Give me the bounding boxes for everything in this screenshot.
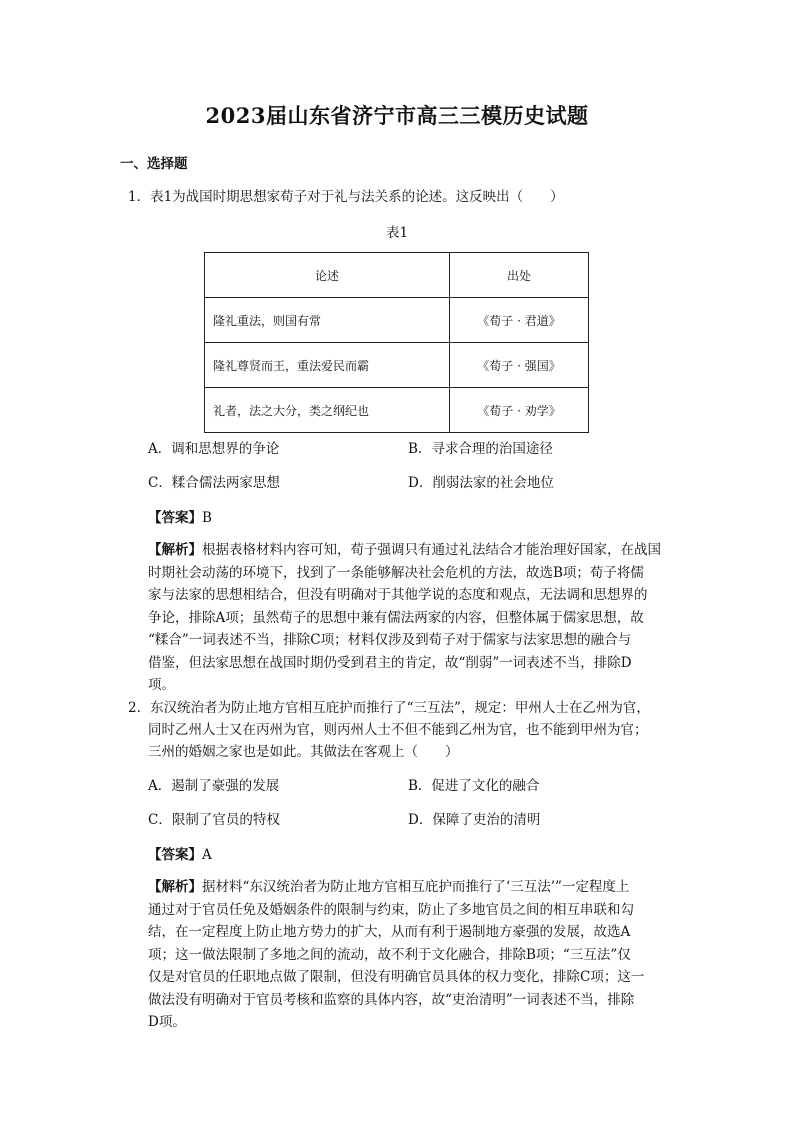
option-letter: D． — [408, 475, 433, 491]
option-text: 调和思想界的争论 — [171, 441, 280, 457]
answer-value: B — [202, 510, 212, 526]
explanation-line: 争论，排除A项；虽然荀子的思想中兼有儒法两家的内容，但整体属于儒家思想，故 — [148, 609, 644, 626]
answer-label: 【答案】 — [148, 847, 202, 863]
q2-option-d — [408, 808, 540, 828]
q2-option-c — [148, 808, 280, 828]
table-row — [205, 343, 589, 388]
explanation-line: D项。 — [148, 1014, 186, 1030]
explanation-text: 据材料“东汉统治者为防止地方官相互庇护而推行了‘三互法’”一定程度上 — [202, 879, 630, 895]
stem-line: 2．东汉统治者为防止地方官相互庇护而推行了“三互法”，规定：甲州人士在乙州为官， — [128, 700, 650, 716]
page-title: 2023届山东省济宁市高三三模历史试题 — [205, 103, 589, 128]
explanation-line: 家与法家的思想相结合，但没有明确对于其他学说的态度和观点，无法调和思想界的 — [148, 587, 648, 603]
q2-option-b — [408, 774, 539, 794]
explanation-line — [148, 876, 668, 899]
section-heading: 一、选择题 — [120, 156, 188, 172]
option-letter: C． — [148, 812, 172, 828]
answer-label: 【答案】 — [148, 510, 202, 526]
question-1-stem: 1．表1为战国时期思想家荀子对于礼与法关系的论述。这反映出（ ） — [128, 189, 564, 205]
table-header-source: 出处 — [450, 253, 589, 298]
option-text: 限制了官员的特权 — [171, 812, 280, 828]
option-letter: B． — [408, 778, 432, 794]
explanation-line: 结，在一定程度上防止地方势力的扩大，从而有利于遏制地方豪强的发展，故选A — [148, 924, 631, 940]
question-2-stem — [128, 697, 688, 763]
table-cell-statement: 礼者，法之大分，类之纲纪也 — [205, 388, 450, 433]
table-cell-source: 《荀子 · 强国》 — [450, 343, 589, 388]
q1-option-d — [408, 471, 554, 491]
explanation-line: 借鉴，但法家思想在战国时期仍受到君主的肯定，故“削弱”一词表述不当，排除D — [148, 654, 632, 671]
q2-option-a — [148, 774, 279, 794]
table-cell-statement: 隆礼尊贤而王，重法爱民而霸 — [205, 343, 450, 388]
option-text: 保障了吏治的清明 — [432, 812, 541, 828]
answer-value: A — [202, 847, 212, 863]
option-letter: D． — [408, 812, 433, 828]
table-row — [205, 298, 589, 343]
q1-option-c — [148, 471, 280, 491]
option-letter: C． — [148, 475, 172, 491]
explanation-line: 做法没有明确对于官员考核和监察的具体内容，故“吏治清明”一词表述不当，排除 — [148, 991, 635, 1008]
explanation-line: 项；这一做法限制了多地之间的流动，故不利于文化融合，排除B项；“三互法”仅 — [148, 946, 631, 963]
stem-line: 三州的婚姻之家也是如此。其做法在客观上（ ） — [148, 744, 459, 760]
table-row — [205, 388, 589, 433]
option-text: 促进了文化的融合 — [431, 778, 540, 794]
explanation-line — [148, 539, 668, 562]
explanation-line: 时期社会动荡的环境下，找到了一条能够解决社会危机的方法，故选B项；荀子将儒 — [148, 564, 644, 581]
stem-line: 同时乙州人士又在丙州为官，则丙州人士不但不能到乙州为官，也不能到甲州为官； — [148, 722, 648, 738]
option-text: 寻求合理的治国途径 — [431, 441, 553, 457]
argument-table — [204, 252, 589, 433]
table-header-statement: 论述 — [205, 253, 450, 298]
q1-option-a — [148, 437, 279, 457]
table-cell-statement: 隆礼重法，则国有常 — [205, 298, 450, 343]
q2-answer — [148, 843, 212, 863]
explanation-label: 【解析】 — [148, 542, 202, 558]
option-letter: A． — [148, 441, 172, 457]
q1-answer — [148, 506, 212, 526]
table-cell-source: 《荀子 · 君道》 — [450, 298, 589, 343]
q1-option-b — [408, 437, 553, 457]
table-cell-source: 《荀子 · 劝学》 — [450, 388, 589, 433]
q2-explanation — [148, 876, 668, 1034]
option-text: 遏制了豪强的发展 — [171, 778, 280, 794]
option-letter: B． — [408, 441, 432, 457]
option-text: 糅合儒法两家思想 — [171, 475, 280, 491]
explanation-label: 【解析】 — [148, 879, 202, 895]
explanation-line: 仅是对官员的任职地点做了限制，但没有明确官员具体的权力变化，排除C项；这一 — [148, 969, 645, 985]
table-caption: 表1 — [385, 225, 409, 241]
explanation-line: 项。 — [148, 677, 175, 693]
option-letter: A． — [148, 778, 172, 794]
q1-explanation — [148, 539, 668, 697]
explanation-line: 通过对于官员任免及婚姻条件的限制与约束，防止了多地官员之间的相互串联和勾 — [148, 901, 634, 918]
table-header-row — [205, 253, 589, 298]
option-text: 削弱法家的社会地位 — [432, 475, 554, 491]
explanation-line: “糅合”一词表述不当，排除C项；材料仅涉及到荀子对于儒家与法家思想的融合与 — [148, 632, 632, 648]
explanation-text: 根据表格材料内容可知，荀子强调只有通过礼法结合才能治理好国家，在战国 — [202, 542, 661, 558]
